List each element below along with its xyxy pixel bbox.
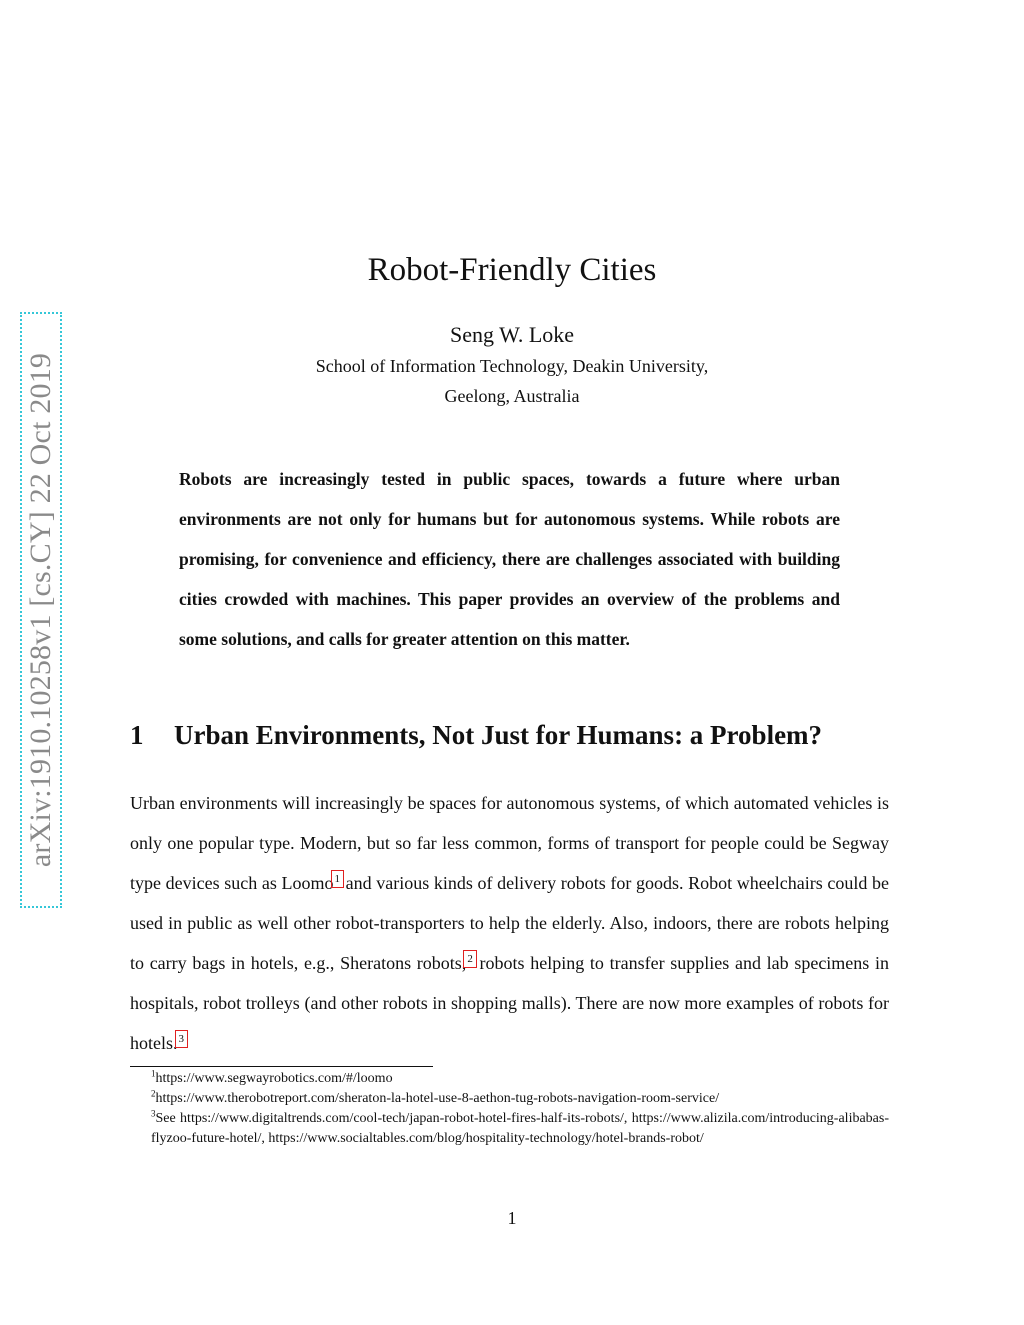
arxiv-identifier: arXiv:1910.10258v1 [cs.CY] 22 Oct 2019 — [24, 352, 57, 868]
footnote-1 — [130, 1069, 889, 1089]
footnote-2-link[interactable]: https://www.therobotreport.com/sheraton-la-hotel-use-8-aethon-tug-robots-navigation-room-service/ — [155, 1091, 720, 1106]
footnotes — [130, 1069, 889, 1149]
page-number: 1 — [507, 1208, 517, 1228]
affiliation-line-1: School of Information Technology, Deakin University, — [315, 356, 709, 376]
footnote-divider — [130, 1066, 433, 1067]
abstract: Robots are increasingly tested in public spaces, towards a future where urban environments are not only for humans but for autonomous systems. While robots are promising, for convenience and efficiency, there are challenges associated with building cities crowded with machines. This paper provides an overview of the problems and some solutions, and calls for greater attention on this matter. — [179, 469, 840, 649]
footnote-1-mark: 1 — [151, 1068, 156, 1079]
footnote-link-3[interactable]: 3 — [178, 1033, 184, 1045]
footnote-2-mark: 2 — [151, 1088, 156, 1099]
author-name: Seng W. Loke — [449, 322, 575, 347]
footnote-link-2[interactable]: 2 — [467, 953, 473, 965]
body-text-part-2: and various kinds of delivery robots for goods. Robot wheelchairs could be used in public as well other robot-transporters to help the elderly. Also, indoors, there are robots helping to carry bags in hotels, e.g., Sheratons robots, — [130, 873, 890, 973]
footnote-3-text[interactable]: See https://www.digitaltrends.com/cool-tech/japan-robot-hotel-fires-half-its-robots/, https://www.alizila.com/introducing-alibabas-flyzoo-future-hotel/, https://www.socialtables.com/blog/hospitality-technology/hotel-brands-robot/ — [151, 1111, 889, 1146]
affiliation-line-2: Geelong, Australia — [444, 386, 580, 406]
body-paragraph — [130, 783, 889, 1063]
body-text-part-1: Urban environments will increasingly be spaces for autonomous systems, of which automated vehicles is only one popular type. Modern, but so far less common, forms of transport for people could be Segway type devices such as Loomo — [130, 793, 889, 893]
section-heading — [130, 720, 822, 751]
footnote-1-link[interactable]: https://www.segwayrobotics.com/#/loomo — [155, 1071, 393, 1086]
footnote-2 — [130, 1089, 889, 1109]
paper-title: Robot-Friendly Cities — [367, 252, 657, 288]
section-title: Urban Environments, Not Just for Humans: a Problem? — [174, 720, 823, 750]
footnote-3 — [130, 1109, 889, 1149]
section-number: 1 — [130, 720, 144, 750]
footnote-link-1[interactable]: 1 — [334, 873, 340, 885]
footnote-3-mark: 3 — [151, 1108, 156, 1119]
body-text-part-3: robots helping to transfer supplies and lab specimens in hospitals, robot trolleys (and other robots in shopping malls). There are now more examples of robots for hotels. — [130, 953, 889, 1053]
